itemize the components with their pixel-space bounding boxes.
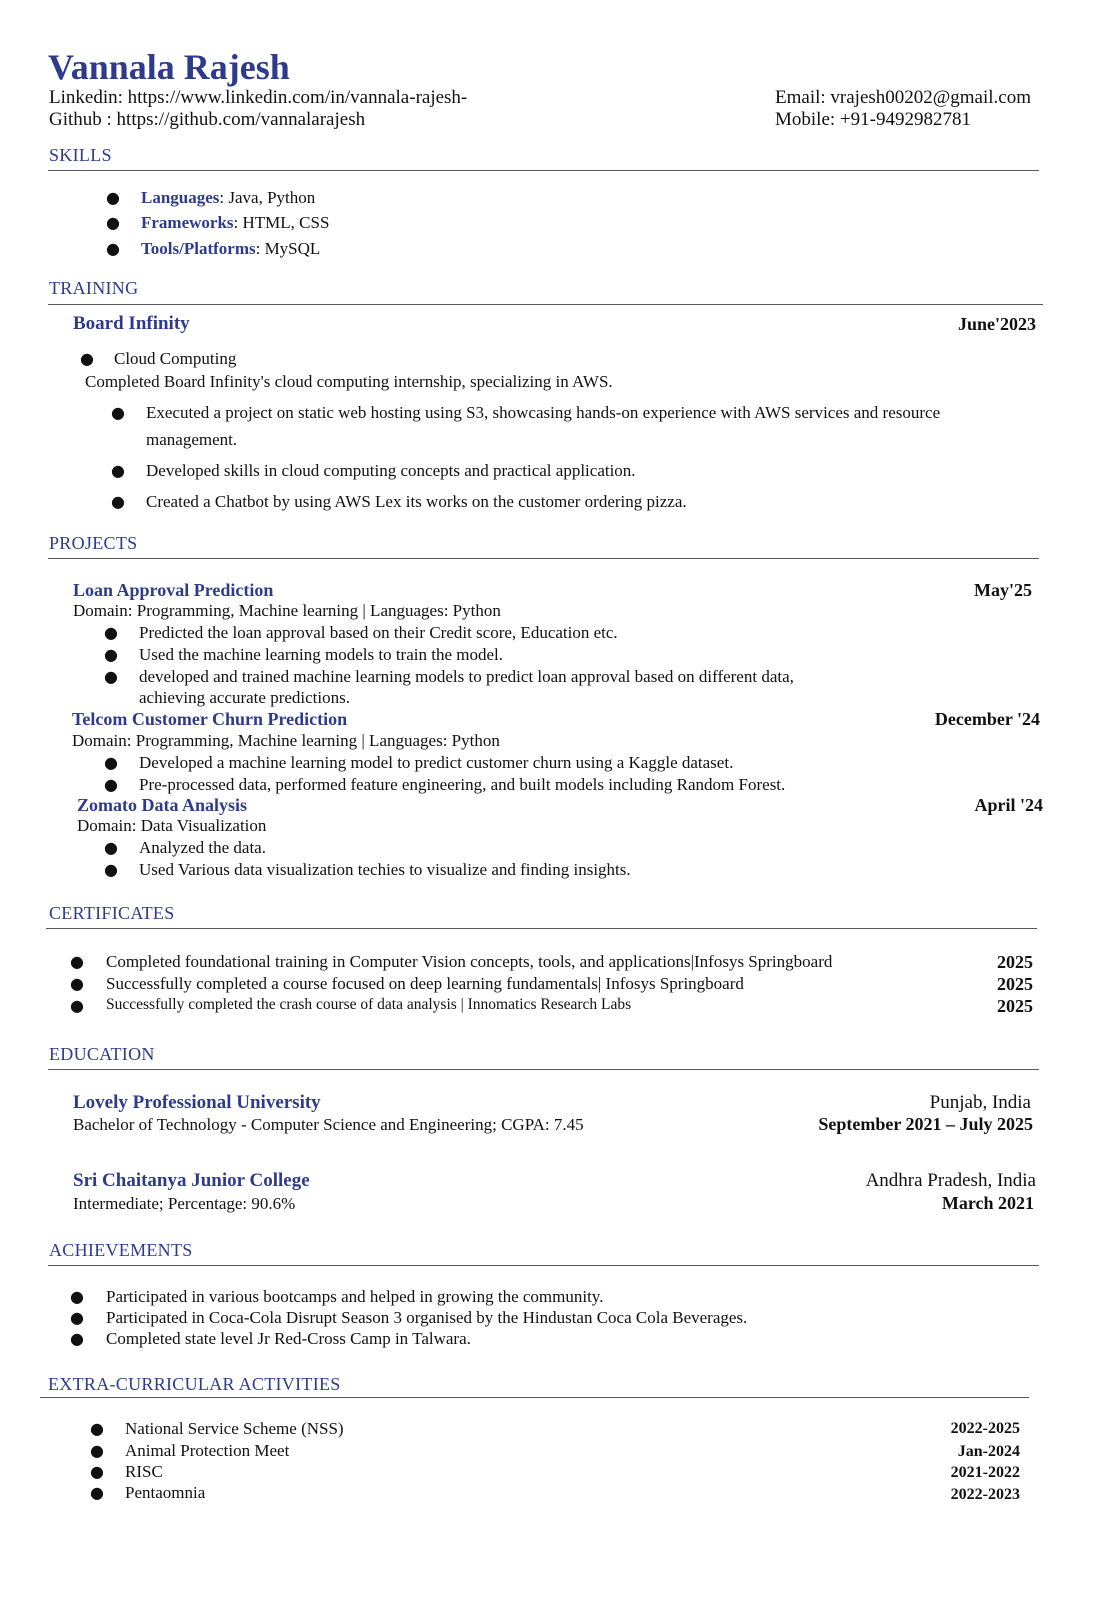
training-bullet: Executed a project on static web hosting using S3, showcasing hands-on experience with AWS services and resource [146,403,941,422]
activity-item: National Service Scheme (NSS) [125,1419,344,1438]
project-bullet: Pre-processed data, performed feature engineering, and built models including Random Forest. [139,775,786,794]
section-title-certificates: CERTIFICATES [49,903,175,923]
skill-frameworks: Frameworks: HTML, CSS [141,213,330,232]
bullet: ● [70,952,84,971]
linkedin-link[interactable]: Linkedin: https://www.linkedin.com/in/vannala-rajesh- [49,87,468,108]
training-topic: Cloud Computing [114,349,237,368]
project-bullet: Predicted the loan approval based on their Credit score, Education etc. [139,623,618,642]
project-domain: Domain: Programming, Machine learning | Languages: Python [72,731,500,750]
bullet: ● [70,1308,84,1327]
activity-item: Pentaomnia [125,1483,206,1502]
bullet: ● [104,667,118,686]
degree: Bachelor of Technology - Computer Science and Engineering; CGPA: 7.45 [73,1115,584,1134]
bullet: ● [70,974,84,993]
degree: Intermediate; Percentage: 90.6% [73,1194,296,1213]
bullet: ● [90,1419,104,1438]
bullet: ● [90,1483,104,1502]
bullet: ● [70,1287,84,1306]
skill-tools: Tools/Platforms: MySQL [141,239,321,258]
bullet: ● [106,213,120,232]
training-summary: Completed Board Infinity's cloud computing internship, specializing in AWS. [85,372,613,391]
mobile-number: Mobile: +91-9492982781 [775,109,971,130]
section-divider [48,1069,1039,1070]
project-name: Loan Approval Prediction [73,580,274,600]
bullet: ● [104,775,118,794]
achievement-item: Participated in Coca-Cola Disrupt Season 3 organised by the Hindustan Coca Cola Beverages. [106,1308,748,1327]
section-divider [48,1265,1039,1266]
section-title-training: TRAINING [49,278,139,298]
project-date: April '24 [974,795,1043,815]
project-date: December '24 [934,709,1040,729]
school-name: Sri Chaitanya Junior College [73,1170,310,1191]
achievement-item: Completed state level Jr Red-Cross Camp in Talwara. [106,1329,471,1348]
certificate-year: 2025 [997,974,1033,994]
school-location: Andhra Pradesh, India [865,1170,1036,1191]
bullet: ● [106,239,120,258]
activity-date: Jan-2024 [957,1443,1020,1460]
project-name: Telcom Customer Churn Prediction [72,709,348,729]
certificate-item: Completed foundational training in Computer Vision concepts, tools, and applications|Infosys Springboard [106,952,833,971]
certificate-item: Successfully completed a course focused on deep learning fundamentals| Infosys Springboard [106,974,744,993]
project-bullet: developed and trained machine learning models to predict loan approval based on different data, [139,667,794,686]
school-location: Punjab, India [929,1092,1031,1113]
training-bullet: Developed skills in cloud computing concepts and practical application. [146,461,636,480]
bullet: ● [90,1462,104,1481]
project-bullet: Used Various data visualization techies to visualize and finding insights. [139,860,631,879]
achievement-item: Participated in various bootcamps and helped in growing the community. [106,1287,604,1306]
project-domain: Domain: Programming, Machine learning | Languages: Python [73,601,501,620]
bullet: ● [90,1441,104,1460]
certificate-year: 2025 [997,952,1033,972]
activity-date: 2022-2025 [950,1420,1020,1437]
project-date: May'25 [974,580,1032,600]
email-link[interactable]: Email: vrajesh00202@gmail.com [775,87,1031,108]
section-title-education: EDUCATION [49,1044,155,1064]
training-bullet-cont: management. [146,430,238,449]
section-divider [40,1397,1029,1398]
bullet: ● [70,996,84,1015]
school-name: Lovely Professional University [73,1092,321,1113]
bullet: ● [104,860,118,879]
bullet: ● [111,461,125,480]
section-divider [48,558,1039,559]
section-divider [46,928,1037,929]
education-dates: March 2021 [941,1193,1034,1213]
certificate-year: 2025 [997,996,1033,1016]
bullet: ● [104,645,118,664]
github-link[interactable]: Github : https://github.com/vannalarajesh [49,109,366,130]
candidate-name: Vannala Rajesh [48,47,290,87]
training-date: June'2023 [957,314,1036,334]
section-title-achievements: ACHIEVEMENTS [49,1240,193,1260]
skill-languages: Languages: Java, Python [141,188,316,207]
education-dates: September 2021 – July 2025 [818,1114,1033,1134]
bullet: ● [80,349,94,368]
project-bullet-cont: achieving accurate predictions. [139,688,350,707]
section-title-projects: PROJECTS [49,533,138,553]
section-title-skills: SKILLS [49,145,112,165]
activity-date: 2021-2022 [950,1464,1020,1481]
section-divider [48,304,1043,305]
project-bullet: Analyzed the data. [139,838,266,857]
activity-item: Animal Protection Meet [125,1441,290,1460]
section-divider [48,170,1039,171]
project-bullet: Used the machine learning models to train the model. [139,645,503,664]
activity-item: RISC [125,1462,163,1481]
bullet: ● [70,1329,84,1348]
bullet: ● [104,623,118,642]
certificate-item: Successfully completed the crash course of data analysis | Innomatics Research Labs [106,996,632,1013]
project-domain: Domain: Data Visualization [77,816,267,835]
training-org: Board Infinity [73,313,190,334]
section-title-extracurricular: EXTRA-CURRICULAR ACTIVITIES [48,1374,341,1394]
training-bullet: Created a Chatbot by using AWS Lex its works on the customer ordering pizza. [146,492,687,511]
project-name: Zomato Data Analysis [77,795,248,815]
bullet: ● [104,838,118,857]
bullet: ● [111,492,125,511]
activity-date: 2022-2023 [950,1486,1020,1503]
project-bullet: Developed a machine learning model to predict customer churn using a Kaggle dataset. [139,753,734,772]
bullet: ● [111,403,125,422]
bullet: ● [106,188,120,207]
bullet: ● [104,753,118,772]
